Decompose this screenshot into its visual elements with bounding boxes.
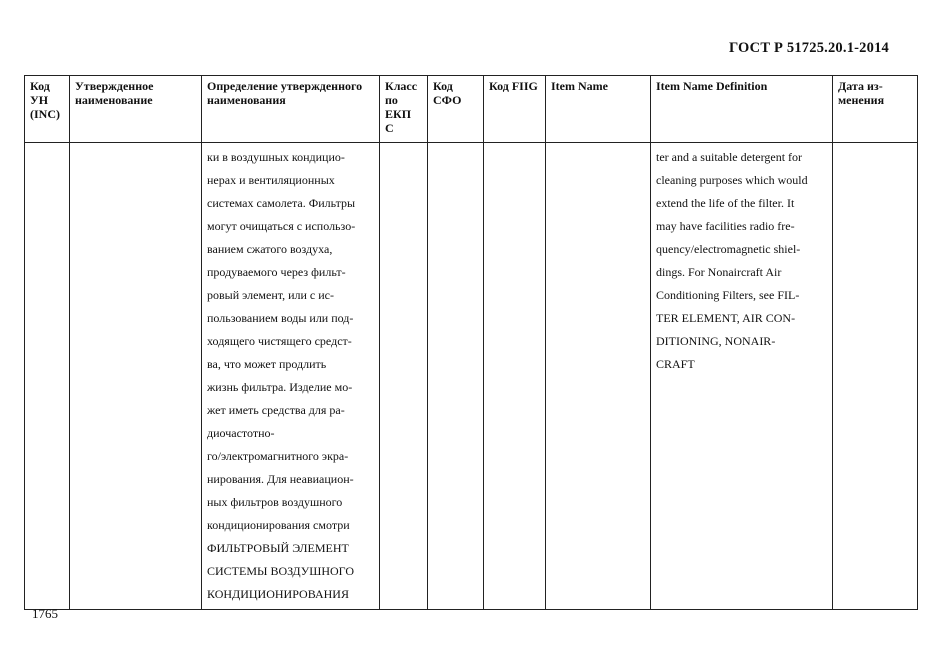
cell-approved-name (70, 143, 202, 610)
definition-line: системах самолета. Фильтры (207, 196, 356, 210)
definition-line: ки в воздушных кондицио- (207, 150, 345, 164)
definition-line: го/электромагнитного экра- (207, 449, 349, 463)
header-change-date: Дата из-менения (833, 76, 918, 143)
header-fiig-code: Код FIIG (484, 76, 546, 143)
definition-line: ФИЛЬТРОВЫЙ ЭЛЕМЕНТ (207, 541, 349, 555)
standard-title: ГОСТ Р 51725.20.1-2014 (728, 40, 889, 56)
header-inc-code: Код УН (INC) (25, 76, 70, 143)
classification-table (24, 75, 918, 610)
definition-line: ва, что может продлить (207, 357, 327, 371)
definition-line: cleaning purposes which would (656, 173, 808, 187)
definition-line: жизнь фильтра. Изделие мо- (207, 380, 353, 394)
definition-line: ter and a suitable detergent for (656, 150, 803, 164)
definition-line: жет иметь средства для ра- (207, 403, 345, 417)
cell-inc-code (25, 143, 70, 610)
definition-line: СИСТЕМЫ ВОЗДУШНОГО (207, 564, 354, 578)
header-item-name-definition: Item Name Definition (651, 76, 833, 143)
definition-line: продуваемого через фильт- (207, 265, 346, 279)
definition-line: ровый элемент, или с ис- (207, 288, 334, 302)
definition-line: нерах и вентиляционных (207, 173, 335, 187)
definition-line: кондиционирования смотри (207, 518, 350, 532)
definition-line: КОНДИЦИОНИРОВАНИЯ (207, 587, 349, 601)
definition-line: могут очищаться с использо- (207, 219, 356, 233)
definition-line: extend the life of the filter. It (656, 196, 795, 210)
definition-line: ходящего чистящего средст- (207, 334, 352, 348)
definition-line: DITIONING, NONAIR- (656, 334, 776, 348)
cell-fiig-code (484, 143, 546, 610)
definition-line: TER ELEMENT, AIR CON- (656, 311, 796, 325)
cell-definition-en (651, 143, 833, 610)
table-header-row (25, 76, 918, 143)
definition-line: may have facilities radio fre- (656, 219, 795, 233)
table-row (25, 143, 918, 610)
definition-line: dings. For Nonaircraft Air (656, 265, 782, 279)
cell-definition-ru (202, 143, 380, 610)
header-sfo-code: Код СФО (428, 76, 484, 143)
cell-item-name (546, 143, 651, 610)
header-item-name: Item Name (546, 76, 651, 143)
definition-line: ванием сжатого воздуха, (207, 242, 333, 256)
cell-change-date (833, 143, 918, 610)
definition-line: диочастотно- (207, 426, 275, 440)
cell-sfo-code (428, 143, 484, 610)
header-approved-name: Утвержденное наименование (70, 76, 202, 143)
header-ekps-class: Класс по ЕКП С (380, 76, 428, 143)
page-number: 1765 (32, 606, 58, 621)
definition-line: нирования. Для неавиацион- (207, 472, 354, 486)
definition-line: quency/electromagnetic shiel- (656, 242, 801, 256)
definition-line: пользованием воды или под- (207, 311, 354, 325)
definition-line: Conditioning Filters, see FIL- (656, 288, 800, 302)
definition-line: CRAFT (656, 357, 695, 371)
definition-line: ных фильтров воздушного (207, 495, 343, 509)
header-approved-name-definition: Определение утвержденного наименования (202, 76, 380, 143)
cell-ekps-class (380, 143, 428, 610)
